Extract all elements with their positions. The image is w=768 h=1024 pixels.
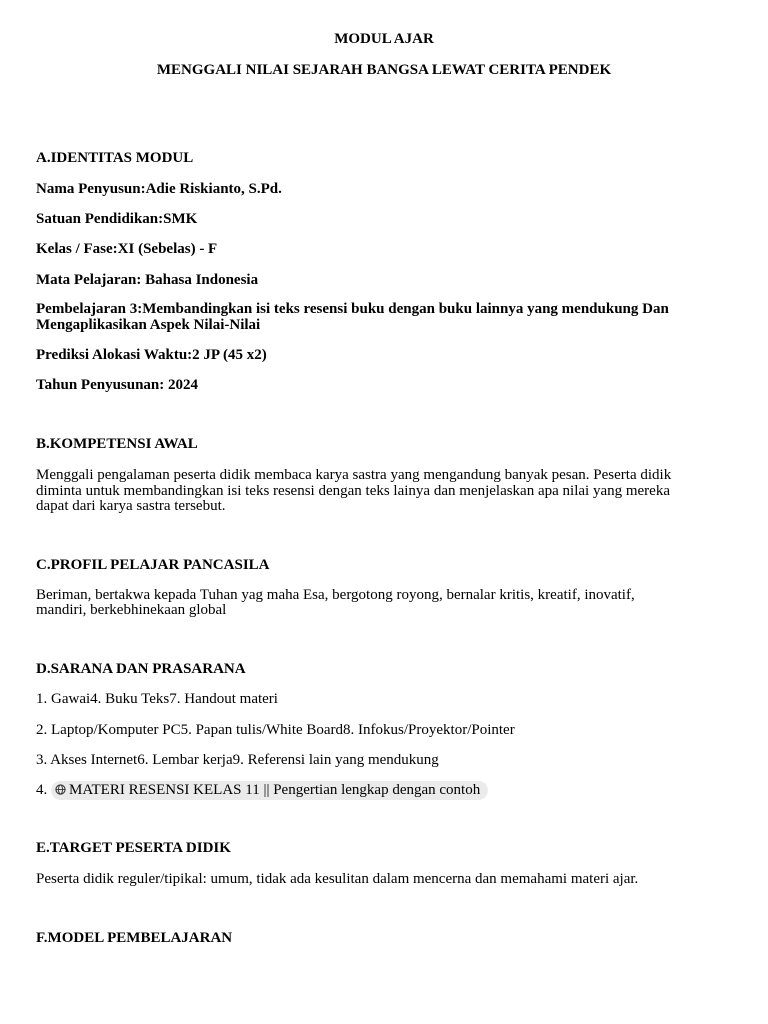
section-e-heading: E.TARGET PESERTA DIDIK (36, 840, 231, 856)
kompetensi-line-1: Menggali pengalaman peserta didik membaca karya sastra yang mengandung banyak pesan. Peserta didik (36, 467, 672, 483)
mapel-line: Mata Pelajaran: Bahasa Indonesia (36, 272, 259, 288)
profil-line-2: mandiri, berkebhinekaan global (36, 602, 227, 618)
sarana-item-4-prefix: 4. (36, 782, 48, 798)
kelas-line: Kelas / Fase:XI (Sebelas) - F (36, 241, 218, 257)
globe-icon (55, 784, 66, 795)
pembelajaran-line-2: Mengaplikasikan Aspek Nilai-Nilai (36, 317, 261, 333)
sarana-item-4 (36, 781, 736, 800)
sarana-item-2: 2. Laptop/Komputer PC5. Papan tulis/White Board8. Infokus/Proyektor/Pointer (36, 722, 515, 738)
section-b-heading: B.KOMPETENSI AWAL (36, 436, 198, 452)
pembelajaran-line-1: Pembelajaran 3:Membandingkan isi teks resensi buku dengan buku lainnya yang mendukung Dan (36, 301, 669, 317)
materi-resensi-link-label: MATERI RESENSI KELAS 11 || Pengertian lengkap dengan contoh (69, 782, 481, 798)
sarana-item-1: 1. Gawai4. Buku Teks7. Handout materi (36, 691, 278, 707)
satuan-line: Satuan Pendidikan:SMK (36, 211, 198, 227)
tahun-line: Tahun Penyusunan: 2024 (36, 377, 199, 393)
document-subtitle: MENGGALI NILAI SEJARAH BANGSA LEWAT CERITA PENDEK (156, 62, 612, 78)
section-f-heading: F.MODEL PEMBELAJARAN (36, 930, 233, 946)
section-c-heading: C.PROFIL PELAJAR PANCASILA (36, 557, 270, 573)
document-title: MODUL AJAR (334, 31, 434, 47)
profil-line-1: Beriman, bertakwa kepada Tuhan yag maha Esa, bergotong royong, bernalar kritis, kreatif, inovatif, (36, 587, 635, 603)
penyusun-line: Nama Penyusun:Adie Riskianto, S.Pd. (36, 181, 282, 197)
sarana-item-3: 3. Akses Internet6. Lembar kerja9. Referensi lain yang mendukung (36, 752, 439, 768)
kompetensi-line-2: diminta untuk membandingkan isi teks resensi dengan teks lainya dan menjelaskan apa nilai yang mereka (36, 483, 670, 499)
target-line-1: Peserta didik reguler/tipikal: umum, tidak ada kesulitan dalam mencerna dan memahami materi ajar. (36, 871, 639, 887)
section-a-heading: A.IDENTITAS MODUL (36, 150, 194, 166)
kompetensi-line-3: dapat dari karya sastra tersebut. (36, 498, 226, 514)
materi-resensi-link[interactable] (51, 781, 488, 800)
alokasi-line: Prediksi Alokasi Waktu:2 JP (45 x2) (36, 347, 267, 363)
section-d-heading: D.SARANA DAN PRASARANA (36, 661, 246, 677)
